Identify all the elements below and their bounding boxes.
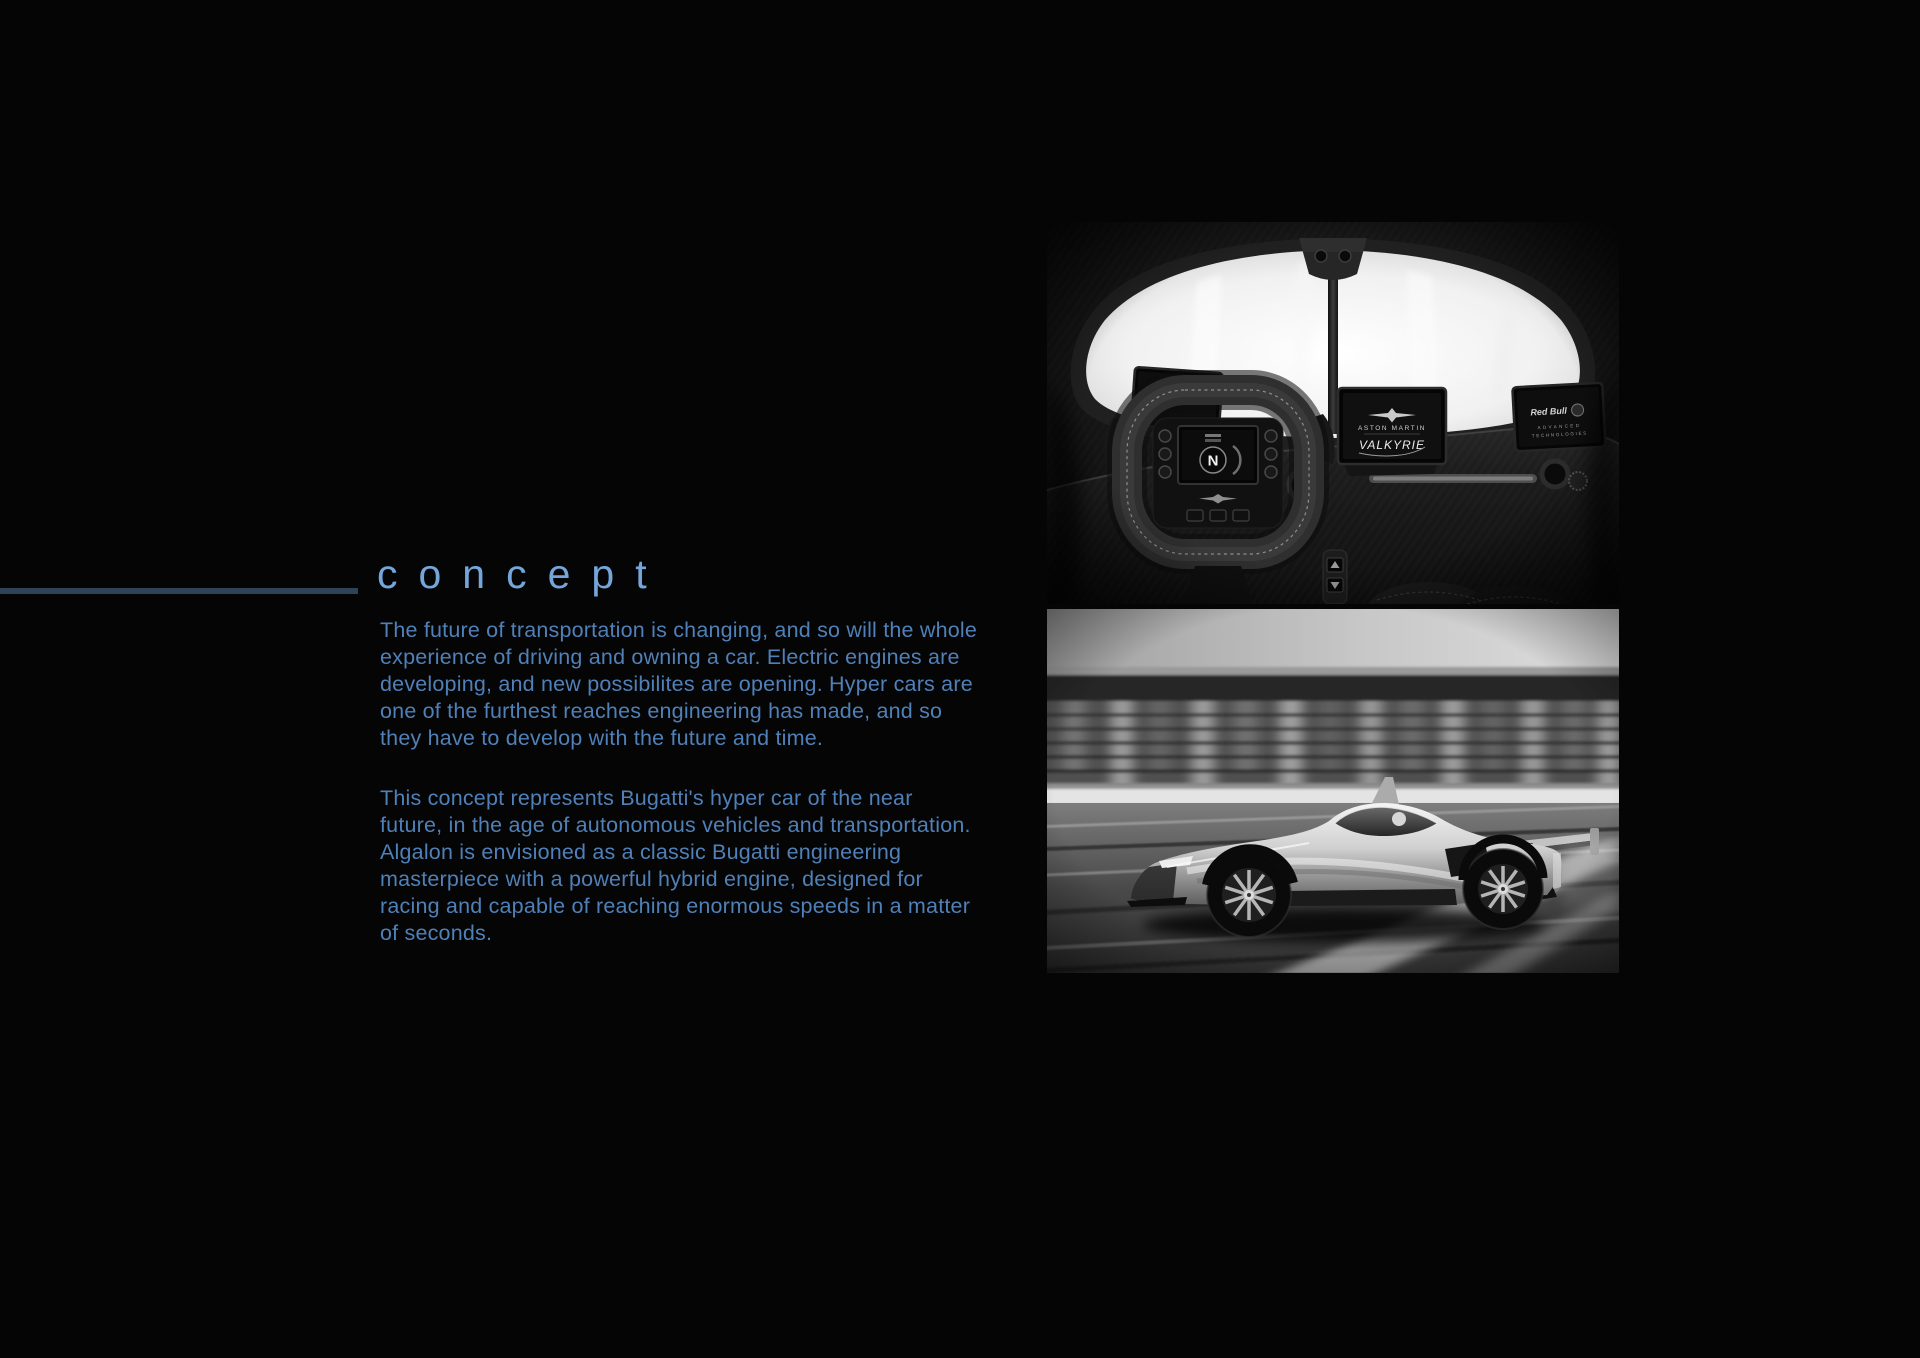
cockpit-illustration bbox=[1047, 222, 1619, 604]
hypercar-illustration bbox=[1047, 609, 1619, 973]
body-copy bbox=[380, 617, 980, 947]
photo-cockpit-interior bbox=[1047, 222, 1619, 604]
page-title: concept bbox=[377, 551, 668, 597]
photo-hypercar-track bbox=[1047, 609, 1619, 973]
track-vignette bbox=[1047, 609, 1619, 973]
accent-line bbox=[0, 588, 358, 594]
cockpit-vignette bbox=[1047, 222, 1619, 604]
paragraph-2: This concept represents Bugatti's hyper car of the near future, in the age of autonomous vehicles and transportation. Algalon is envisioned as a classic Bugatti engineering masterpiece with a powerful hybrid engine, designed for racing and capable of reaching enormous speeds in a matter of seconds. bbox=[380, 786, 971, 945]
paragraph-1: The future of transportation is changing, and so will the whole experience of driving and owning a car. Electric engines are developing, and new possibilites are opening. Hyper cars are one of the furthest reaches engineering has made, and so they have to develop with the future and time. bbox=[380, 618, 978, 750]
